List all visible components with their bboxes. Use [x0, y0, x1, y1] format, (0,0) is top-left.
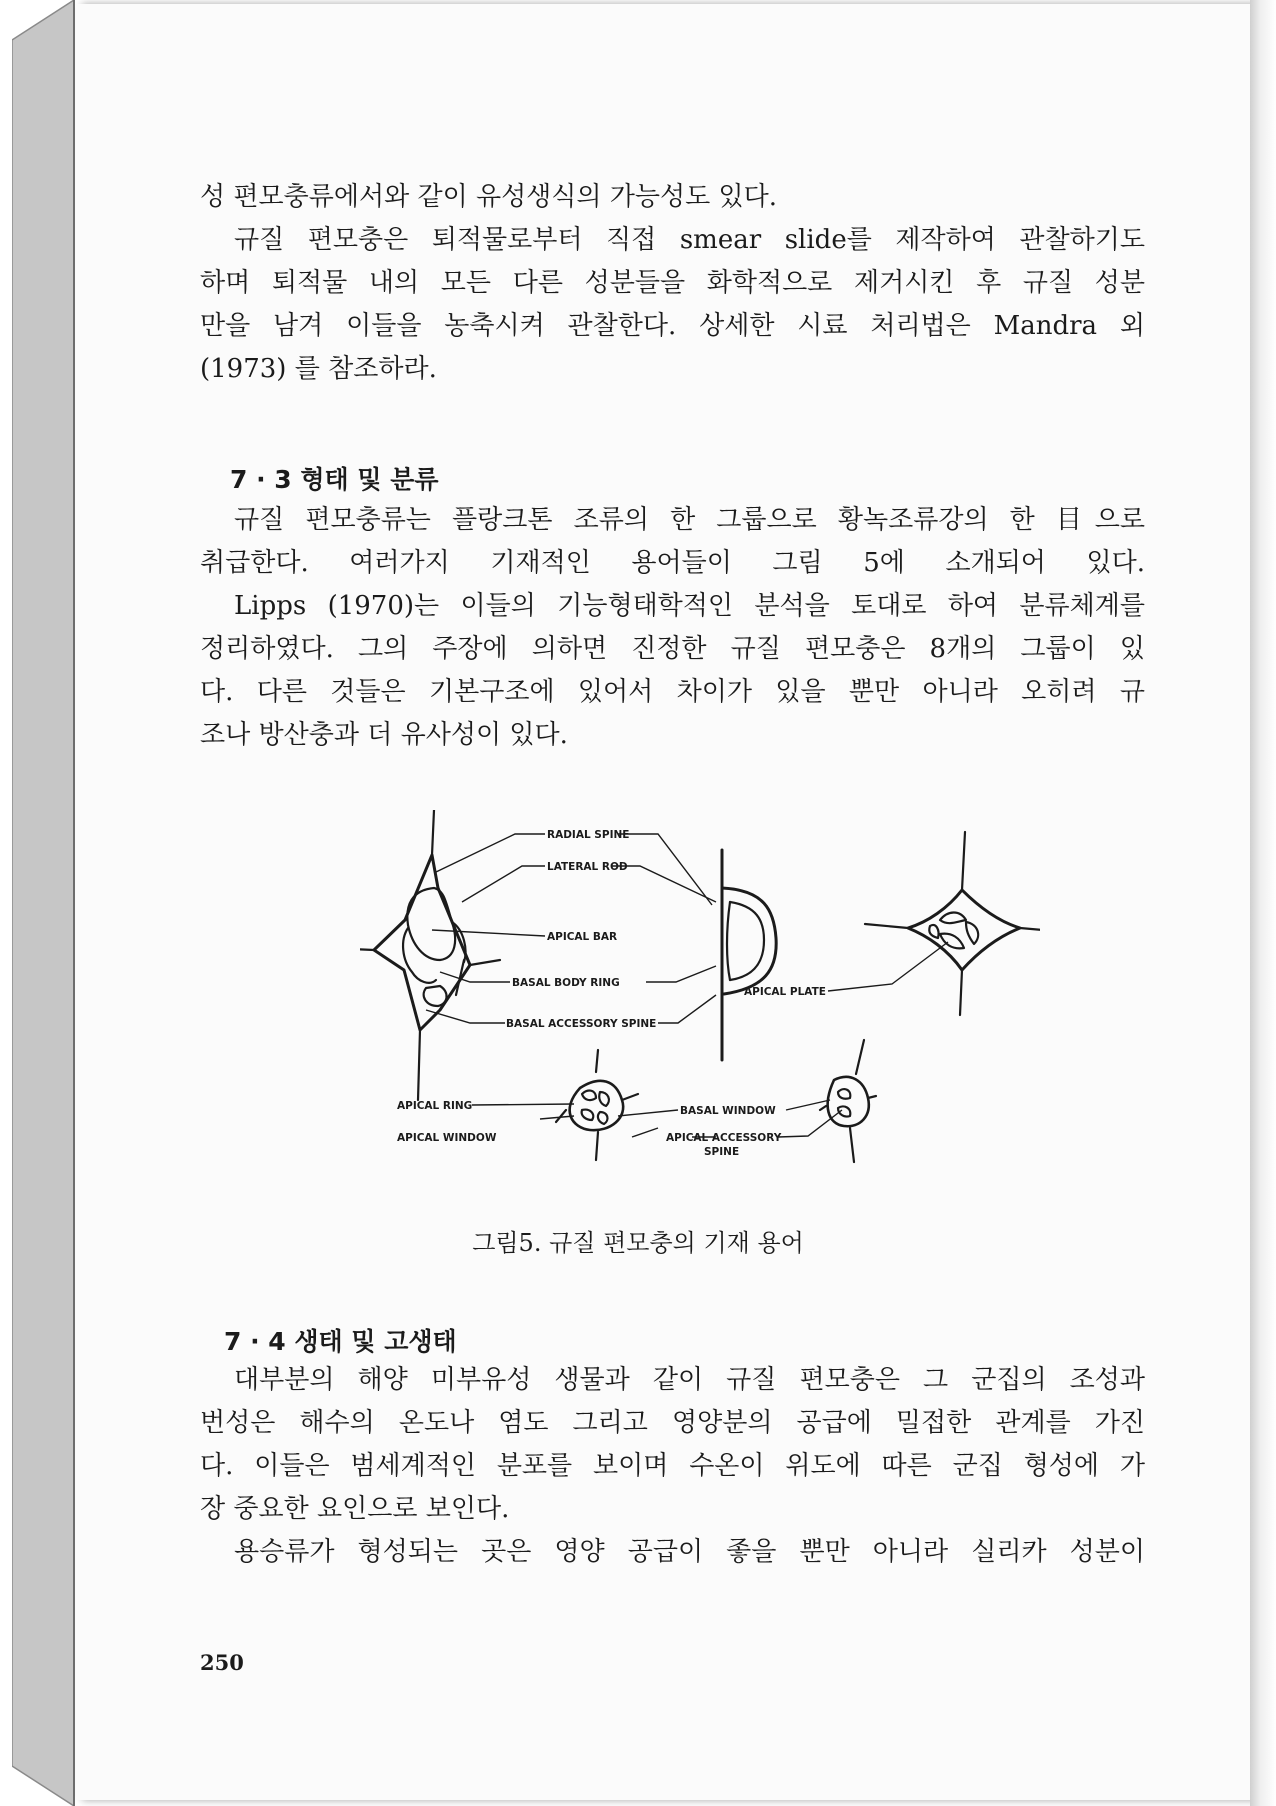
section-7-3-text: [200, 499, 1145, 757]
label-apical-plate: APICAL PLATE: [744, 986, 826, 998]
text-line: 정리하였다. 그의 주장에 의하면 진정한 규질 편모충은 8개의 그룹이 있: [200, 634, 1145, 664]
text-line: 성 편모충류에서와 같이 유성생식의 가능성도 있다.: [200, 182, 778, 212]
page-edge: [1250, 0, 1276, 1806]
skeleton-right: [865, 832, 1040, 1015]
section-7-4-text: [200, 1359, 1145, 1574]
label-basal-accessory-spine: BASAL ACCESSORY SPINE: [506, 1018, 657, 1030]
label-spine: SPINE: [704, 1146, 740, 1158]
label-apical-bar: APICAL BAR: [547, 931, 618, 943]
text-line: 취급한다. 여러가지 기재적인 용어들이 그림 5에 소개되어 있다.: [200, 548, 1145, 578]
label-radial-spine: RADIAL SPINE: [547, 829, 630, 841]
text-line: (1973) 를 참조하라.: [200, 354, 437, 384]
label-lateral-rod: LATERAL ROD: [547, 861, 628, 873]
section-heading-7-3: 7 · 3 형태 및 분류: [230, 465, 439, 494]
page-number: 250: [200, 1650, 244, 1675]
skeleton-left: [360, 810, 500, 1100]
text-line: 하며 퇴적물 내의 모든 다른 성분들을 화학적으로 제거시킨 후 규질 성분: [200, 268, 1145, 298]
figure-caption: 그림5. 규질 편모충의 기재 용어: [472, 1229, 804, 1257]
intro-text: [200, 176, 1145, 391]
label-basal-window: BASAL WINDOW: [680, 1105, 776, 1117]
text-line: 다. 이들은 범세계적인 분포를 보이며 수온이 위도에 따른 군집 형성에 가: [200, 1451, 1145, 1481]
label-apical-window: APICAL WINDOW: [397, 1132, 497, 1144]
skeleton-center: [722, 850, 776, 1060]
silicoflagellate-figure: [360, 810, 1040, 1190]
text-line: 용승류가 형성되는 곳은 영양 공급이 좋을 뿐만 아니라 실리카 성분이: [234, 1537, 1145, 1567]
section-heading-7-4: 7 · 4 생태 및 고생태: [224, 1327, 457, 1356]
text-line: 대부분의 해양 미부유성 생물과 같이 규질 편모충은 그 군집의 조성과: [234, 1365, 1145, 1395]
text-line: 규질 편모충은 퇴적물로부터 직접 smear slide를 제작하여 관찰하기도: [234, 225, 1145, 255]
text-line: 번성은 해수의 온도나 염도 그리고 영양분의 공급에 밀접한 관계를 가진: [200, 1408, 1145, 1438]
text-line: 장 중요한 요인으로 보인다.: [200, 1494, 510, 1524]
text-line: 만을 남겨 이들을 농축시켜 관찰한다. 상세한 시료 처리법은 Mandra 외: [200, 311, 1145, 341]
text-line: 다. 다른 것들은 기본구조에 있어서 차이가 있을 뿐만 아니라 오히려 규: [200, 677, 1145, 707]
label-apical-accessory: APICAL ACCESSORY: [666, 1132, 782, 1144]
label-basal-body-ring: BASAL BODY RING: [512, 977, 620, 989]
text-line: 조나 방산충과 더 유사성이 있다.: [200, 720, 568, 750]
skeleton-bottom-left: [556, 1050, 638, 1160]
book-spine: [12, 0, 78, 1806]
text-line: Lipps (1970)는 이들의 기능형태학적인 분석을 토대로 하여 분류체계를: [234, 591, 1145, 621]
label-apical-ring: APICAL RING: [397, 1100, 473, 1112]
text-line: 규질 편모충류는 플랑크톤 조류의 한 그룹으로 황녹조류강의 한 目으로: [234, 505, 1145, 535]
